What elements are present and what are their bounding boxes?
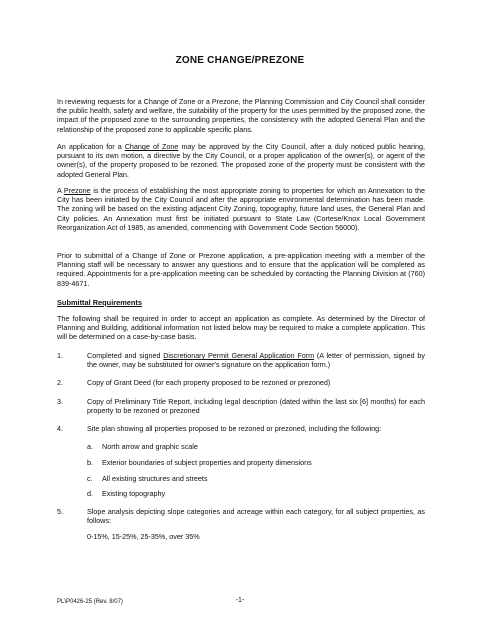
slope-categories-text: 0-15%, 15-25%, 25-35%, over 35% [87, 532, 200, 541]
sub-item-text: North arrow and graphic scale [102, 442, 198, 451]
item-text-end: (A letter of permission, signed by the owner, may be substituted for owner's signature on the application form.) [87, 351, 426, 370]
p3-text-end: is the process of establishing the most appropriate zoning to properties for which an Annexation to the City has been initiated by the City Council and after the appropriate environmental determination has been made. The zoning will be based on the existing adjacent City Zoning, topography, future land uses, the General Plan and City policies. An Annexation must first be initiated pursuant to State Law (Cortese/Knox Local Government Reorganization Act of 1985, as amended, commencing with Government Code Section 56000). [57, 186, 425, 232]
item-text: Site plan showing all properties proposed to be rezoned or prezoned, including the following: [87, 424, 382, 433]
sub-item-text: Existing topography [102, 489, 166, 498]
page-number: -1- [235, 597, 245, 604]
form-number: PL\P0426-25 (Rev. 8/07) [57, 599, 123, 605]
intro-paragraph: In reviewing requests for a Change of Zone or a Prezone, the Planning Commission and City Council shall consider the public health, safety and welfare, the suitability of the property for the uses permitted by the proposed zone, the impact of the proposed zone to the surrounding properties, the consistency with the adopted General Plan and the relationship of the proposed zone to applicable specific plans. [57, 97, 425, 134]
sub-item-letter: b. [87, 458, 93, 467]
sub-item-text: Exterior boundaries of subject properties and property dimensions [102, 458, 312, 467]
item-text: Copy of Preliminary Title Report, including legal description (dated within the last six [6] months) for each property to be rezoned or prezoned [87, 397, 425, 416]
item-number: 2. [57, 378, 63, 387]
item-text: Slope analysis depicting slope categories and acreage within each category, for all subject properties, as follows: [87, 507, 425, 526]
item-text [87, 351, 425, 369]
sub-item-letter: c. [87, 474, 93, 483]
item-number: 1. [57, 351, 63, 360]
sub-item-letter: a. [87, 442, 93, 451]
heading-text: Submittal Requirements [57, 298, 143, 307]
sub-item-letter: d. [87, 489, 93, 498]
item-number: 4. [57, 424, 63, 433]
p2-text-start: An application for a [57, 142, 125, 151]
item-number: 3. [57, 397, 63, 406]
item-number: 5. [57, 507, 63, 516]
requirements-intro-paragraph: The following shall be required in order to accept an application as complete. As determined by the Director of Planning and Building, additional information not listed below may be required to make a complete application. This will be determined on a case-by-case basis. [57, 314, 425, 342]
submittal-requirements-heading [57, 298, 425, 307]
item-text: Copy of Grant Deed (for each property proposed to be rezoned or prezoned) [87, 378, 331, 387]
page-title: ZONE CHANGE/PREZONE [175, 55, 305, 66]
prezone-paragraph [57, 186, 425, 232]
sub-item-text: All existing structures and streets [102, 474, 208, 483]
pre-application-paragraph: Prior to submittal of a Change of Zone or Prezone application, a pre-application meeting with a member of the Planning staff will be necessary to answer any questions and to ensure that the application will be completed as required. Appointments for a pre-application meeting can be scheduled by contacting the Planning Division at (760) 839-4671. [57, 251, 425, 288]
application-form-link[interactable]: Discretionary Permit General Application Form [163, 351, 315, 360]
change-of-zone-term: Change of Zone [124, 142, 179, 151]
p3-text-start: A [57, 186, 64, 195]
item-text-start: Completed and signed [87, 351, 164, 360]
prezone-term: Prezone [63, 186, 91, 195]
p2-text-end: may be approved by the City Council, after a duly noticed public hearing, pursuant to its own motion, a directive by the City Council, or a proper application of the owner(s), or agent of the owner(s), of the property proposed to be rezoned. The proposed zone of the property must be consistent with the adopted General Plan. [57, 142, 425, 179]
change-of-zone-paragraph [57, 142, 425, 179]
